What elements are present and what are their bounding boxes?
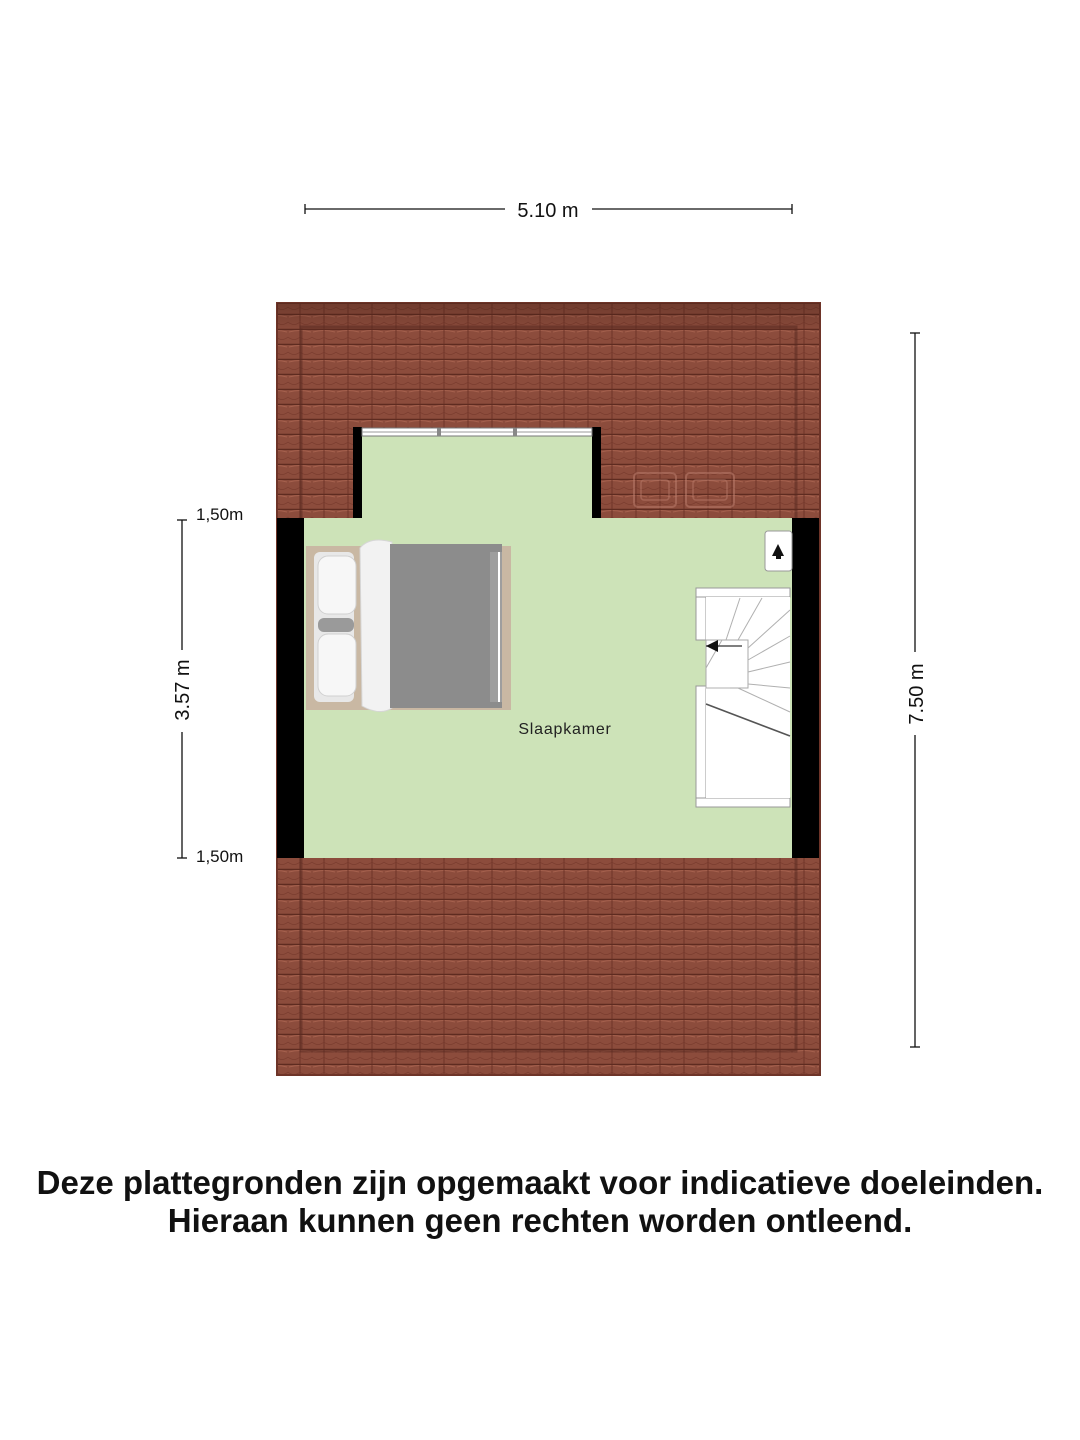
disclaimer-line-1: Deze plattegronden zijn opgemaakt voor indicatieve doeleinden.	[36, 1164, 1044, 1201]
dimension-height	[906, 333, 928, 1047]
dimension-left-label: 3.57 m	[172, 659, 194, 721]
dimension-left	[172, 505, 243, 866]
dimension-width	[305, 200, 792, 222]
bed-icon	[306, 540, 511, 712]
dimension-width-label: 5.10 m	[517, 200, 579, 222]
room-label-slaapkamer: Slaapkamer	[518, 721, 612, 738]
staircase-icon	[696, 588, 790, 807]
disclaimer-line-2: Hieraan kunnen geen rechten worden ontleend.	[167, 1202, 913, 1239]
dimension-left-lower-label: 1,50m	[196, 847, 244, 866]
dimension-left-upper-label: 1,50m	[196, 505, 244, 524]
dimension-height-label: 7.50 m	[906, 663, 928, 725]
window	[362, 428, 592, 436]
nightstand-icon	[765, 531, 792, 571]
